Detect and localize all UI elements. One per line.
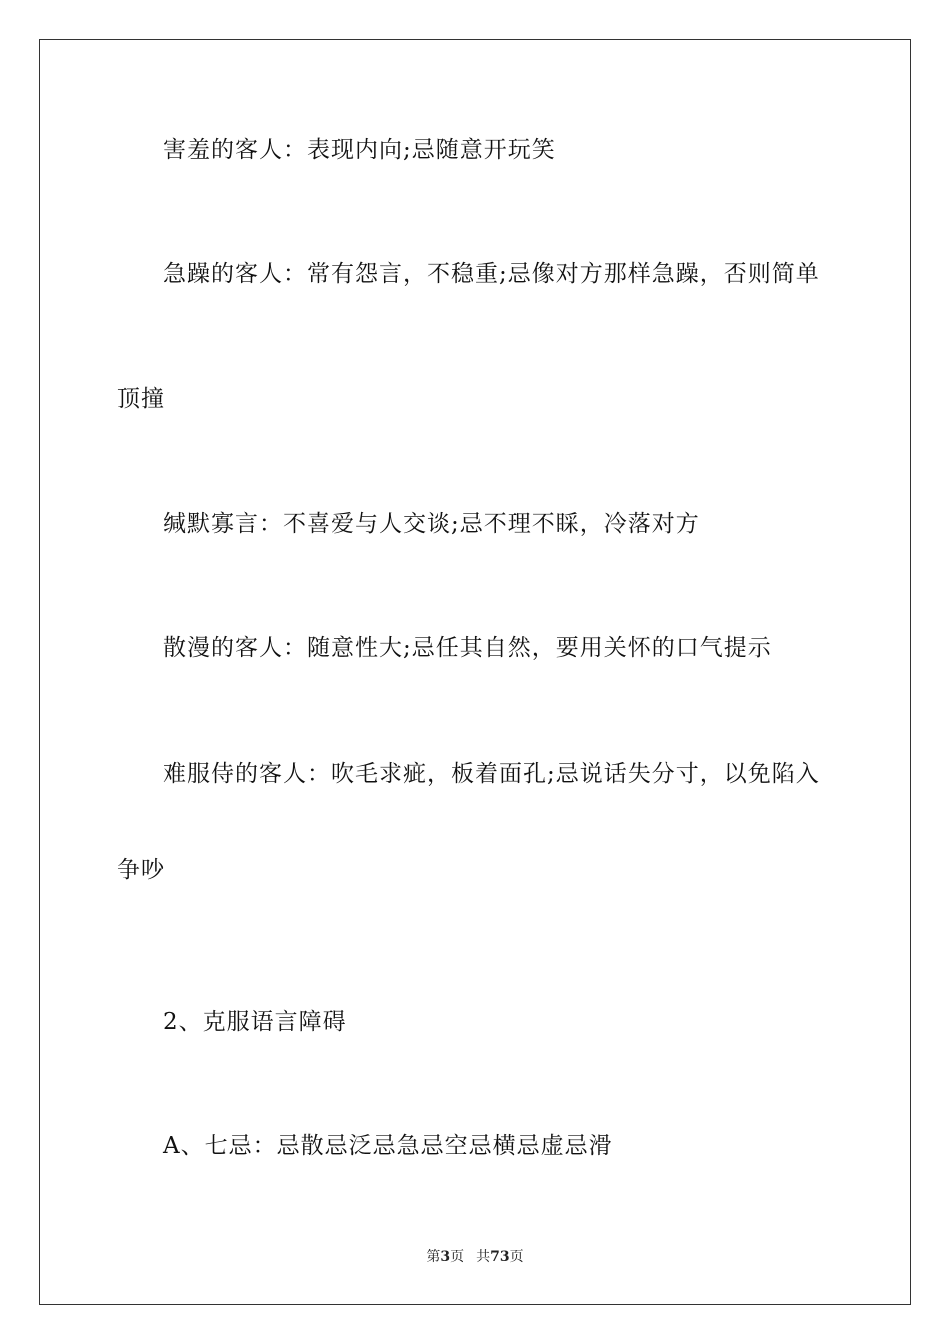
paragraph-shy-guest: 害羞的客人：表现内向;忌随意开玩笑: [163, 137, 556, 163]
footer-page-suffix: 页: [450, 1249, 465, 1265]
paragraph-seven-taboos: A、七忌：忌散忌泛忌急忌空忌横忌虚忌滑: [163, 1133, 613, 1159]
paragraph-silent-guest: 缄默寡言：不喜爱与人交谈;忌不理不睬，冷落对方: [163, 511, 700, 537]
section-heading: 2、克服语言障碍: [163, 1009, 347, 1035]
paragraph-impatient-guest-cont: 顶撞: [117, 386, 165, 412]
footer-page-number: 3: [440, 1249, 451, 1265]
paragraph-casual-guest: 散漫的客人：随意性大;忌任其自然，要用关怀的口气提示: [163, 635, 772, 661]
paragraph-difficult-guest: 难服侍的客人：吹毛求疵，板着面孔;忌说话失分寸，以免陷入: [163, 761, 820, 787]
footer-page-prefix: 第: [426, 1249, 441, 1265]
paragraph-impatient-guest: 急躁的客人：常有怨言，不稳重;忌像对方那样急躁，否则简单: [163, 261, 820, 287]
paragraph-difficult-guest-cont: 争吵: [117, 857, 165, 883]
footer-total-pages: 73: [490, 1249, 510, 1265]
page-footer: [0, 1247, 950, 1267]
footer-total-prefix: 共: [476, 1249, 491, 1265]
page-border: [39, 39, 911, 1305]
footer-total-suffix: 页: [509, 1249, 524, 1265]
